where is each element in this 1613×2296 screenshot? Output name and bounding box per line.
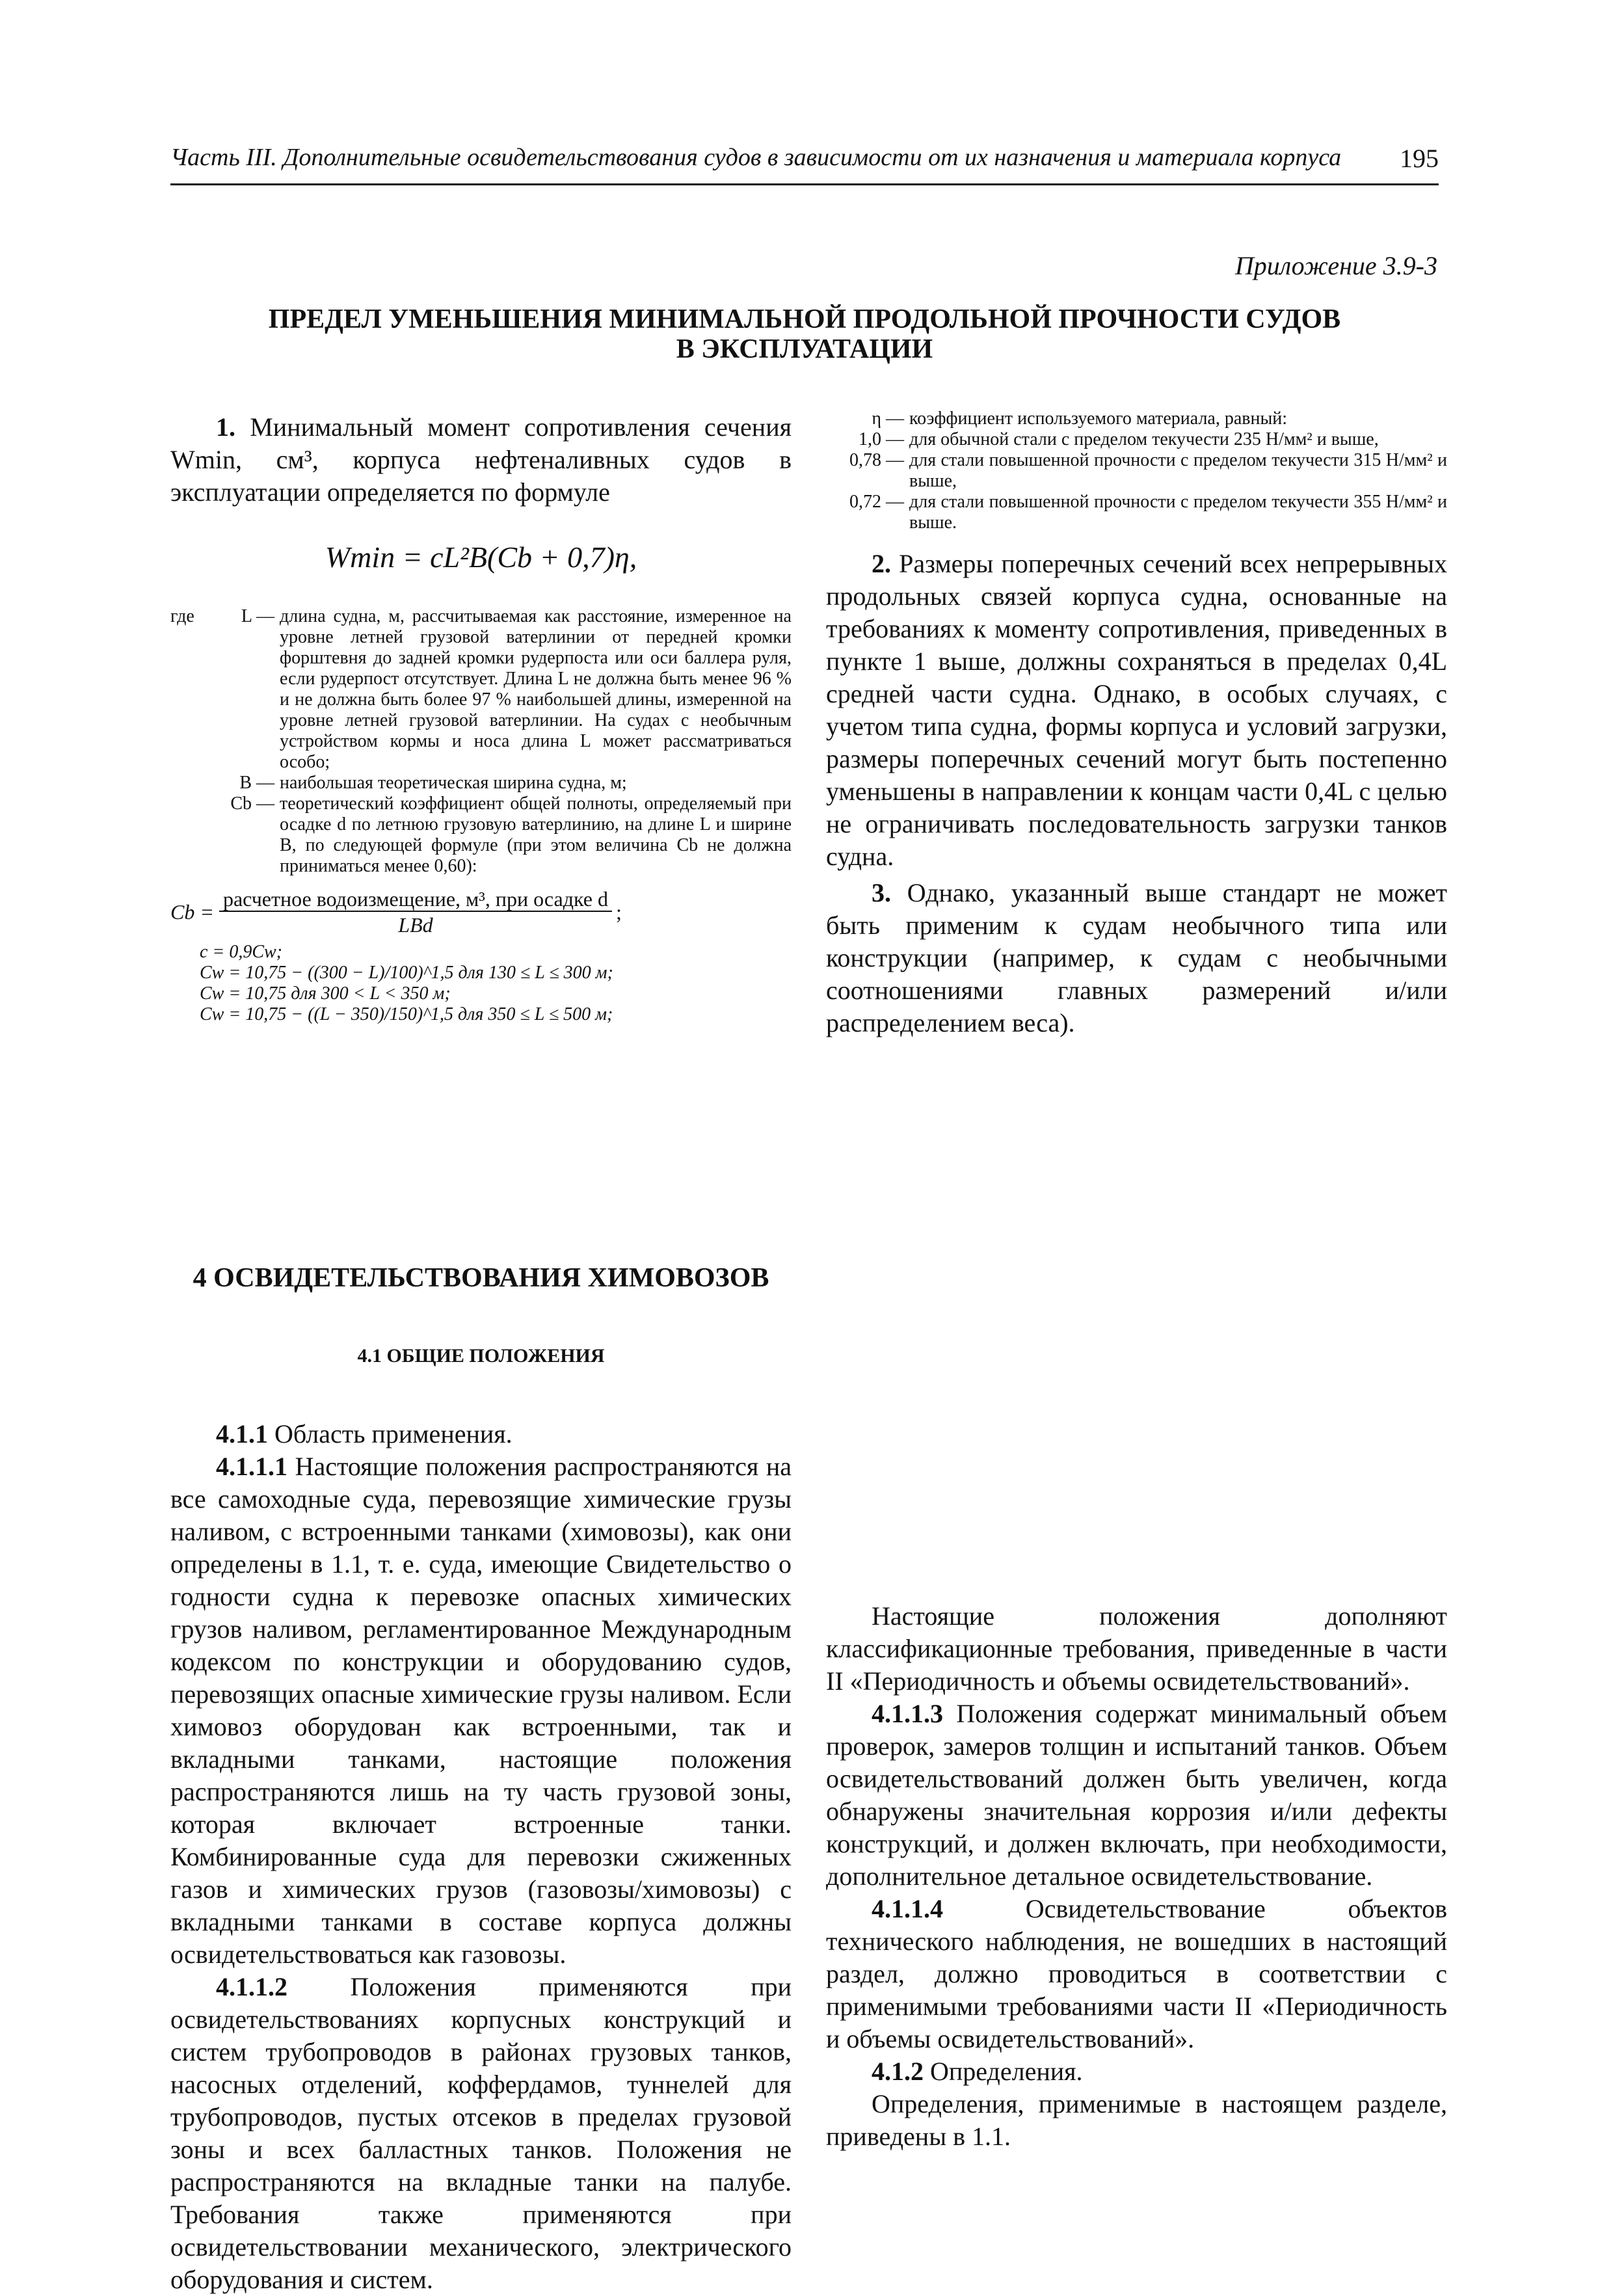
- item1-paragraph: [170, 411, 792, 509]
- cb-numerator: расчетное водоизмещение, м³, при осадке d: [219, 888, 612, 912]
- definition-row: [826, 429, 1447, 450]
- appendix-title-line2: В ЭКСПЛУАТАЦИИ: [676, 334, 933, 364]
- definition-key: B —: [239, 773, 274, 793]
- p412-paragraph: [826, 2055, 1447, 2088]
- p411-text: Область применения.: [274, 1419, 513, 1448]
- definition-key: 0,72 —: [849, 492, 904, 512]
- p-definitions: Определения, применимые в настоящем разделе, приведены в 1.1.: [826, 2089, 1447, 2151]
- cw-equations: [170, 942, 792, 1025]
- appendix-title: [170, 304, 1439, 364]
- definition-text: для стали повышенной прочности с пределом текучести 355 Н/мм² и выше.: [909, 492, 1447, 533]
- definition-text: теоретический коэффициент общей полноты, определяемый при осадке d по летнюю грузовую ватерлинию, на длине L и ширине B, по следующей формуле (при этом величина Cb не должна приниматься менее 0,60):: [280, 794, 792, 876]
- definition-row: [170, 773, 792, 794]
- equation-line: c = 0,9Cw;: [200, 942, 282, 962]
- running-header: [170, 143, 1439, 185]
- p4113-number: 4.1.1.3: [872, 1699, 943, 1728]
- definition-row: [826, 450, 1447, 492]
- definition-row: [170, 606, 792, 773]
- p4112-text: Положения применяются при освидетельствованиях корпусных конструкций и систем трубопроводов в районах грузовых танков, насосных отделений, коффердамов, туннелей для трубопроводов, пустых отсеков в пределах грузовой зоны и всех балластных танков. Положения не распространяются на вкладные танки на палубе. Требования также применяются при освидетельствовании механического, электрического оборудования и систем.: [170, 1972, 792, 2294]
- definition-row: [170, 794, 792, 877]
- definition-text: для стали повышенной прочности с пределом текучести 315 Н/мм² и выше,: [909, 450, 1447, 491]
- p411-paragraph: [170, 1418, 792, 1450]
- p4111-paragraph: [170, 1450, 792, 1971]
- appendix-title-line1: ПРЕДЕЛ УМЕНЬШЕНИЯ МИНИМАЛЬНОЙ ПРОДОЛЬНОЙ ПРОЧНОСТИ СУДОВ: [268, 304, 1341, 334]
- section4-left-column: [170, 1262, 792, 2296]
- p4114-text: Освидетельствование объектов технического наблюдения, не вошедших в настоящий раздел, должно проводиться в соответствии с применимыми требованиями части II «Периодичность и объемы освидетельствований».: [826, 1894, 1448, 2053]
- definition-key: L —: [241, 606, 274, 626]
- cb-fraction: [219, 888, 612, 935]
- running-title: Часть III. Дополнительные освидетельствования судов в зависимости от их назначения и материала корпуса: [170, 144, 1342, 171]
- item3-paragraph: [826, 877, 1447, 1039]
- p-additional: Настоящие положения дополняют классификационные требования, приведенные в части II «Периодичность и объемы освидетельствований».: [826, 1601, 1447, 1696]
- definition-text: наибольшая теоретическая ширина судна, м;: [280, 773, 627, 793]
- definition-row: [826, 408, 1447, 429]
- where-label: где: [170, 606, 194, 626]
- eta-definitions: [826, 408, 1447, 533]
- p4114-paragraph: [826, 1893, 1447, 2055]
- p4114-number: 4.1.1.4: [872, 1894, 943, 1923]
- p4113-text: Положения содержат минимальный объем проверок, замеров толщин и испытаний танков. Объем освидетельствований должен быть увеличен, когда обнаружены значительная коррозия и/или дефекты конструкций, и должен включать, при необходимости, дополнительное детальное освидетельствование.: [826, 1699, 1447, 1891]
- p412-number: 4.1.2: [872, 2057, 924, 2086]
- cb-lhs: Cb =: [170, 900, 214, 924]
- appendix-left-column: [170, 411, 792, 1025]
- p4111-number: 4.1.1.1: [216, 1452, 287, 1481]
- definition-row: [826, 492, 1447, 533]
- p4112-paragraph: [170, 1971, 792, 2296]
- definition-key: η —: [872, 408, 904, 429]
- definition-key: Cb —: [230, 794, 274, 814]
- wmin-formula: Wmin = cL²B(Cb + 0,7)η,: [325, 541, 637, 574]
- p411-number: 4.1.1: [216, 1419, 268, 1448]
- definition-text: коэффициент используемого материала, равный:: [909, 408, 1288, 429]
- section4-heading: 4 ОСВИДЕТЕЛЬСТВОВАНИЯ ХИМОВОЗОВ: [193, 1263, 769, 1293]
- equation-line: Cw = 10,75 − ((L − 350)/150)^1,5 для 350 ≤ L ≤ 500 м;: [200, 1004, 613, 1024]
- p4112-number: 4.1.1.2: [216, 1972, 287, 2001]
- item1-definitions: [170, 606, 792, 1025]
- p412-text: Определения.: [930, 2057, 1083, 2086]
- definition-text: для обычной стали с пределом текучести 235 Н/мм² и выше,: [909, 429, 1379, 449]
- item3-text: Однако, указанный выше стандарт не может быть применим к судам необычного типа или конструкции (например, к судам с необычными соотношениями главных размерений и/или распределением веса).: [826, 878, 1447, 1037]
- section4-right-column: [826, 1262, 1447, 2153]
- cb-formula: [170, 888, 792, 935]
- definition-key: 0,78 —: [849, 450, 904, 470]
- item2-number: 2.: [872, 549, 891, 578]
- definition-key: 1,0 —: [859, 429, 904, 449]
- p4111-text: Настоящие положения распространяются на все самоходные суда, перевозящие химические грузы наливом, с встроенными танками (химовозы), как они определены в 1.1, т. е. суда, имеющие Свидетельство о годности судна к перевозке опасных химических грузов наливом, регламентированное Международным кодексом по конструкции и оборудованию судов, перевозящих опасные химические грузы наливом. Если химовоз оборудован как встроенными, так и вкладными танками, настоящие положения распространяются лишь на ту часть грузовой зоны, которая включает встроенные танки. Комбинированные суда для перевозки сжиженных газов и химических грузов (газовозы/химовозы) с вкладными танками в составе корпуса должны освидетельствоваться как газовозы.: [170, 1452, 792, 1969]
- item2-paragraph: [826, 548, 1447, 873]
- item2-text: Размеры поперечных сечений всех непрерывных продольных связей корпуса судна, основанные на требованиях к моменту сопротивления, приведенных в пункте 1 выше, должны сохраняться в пределах 0,4L средней части судна. Однако, в особых случаях, с учетом типа судна, формы корпуса и условий загрузки, размеры поперечных сечений могут быть постепенно уменьшены в направлении к концам части 0,4L с целью не ограничивать последовательность загрузки танков судна.: [826, 549, 1447, 871]
- cb-end: ;: [615, 900, 622, 924]
- page-number: 195: [1400, 144, 1439, 173]
- definition-text: длина судна, м, рассчитываемая как расстояние, измеренное на уровне летней грузовой ватерлинии от передней кромки форштевня до задней кромки рудерпоста или оси баллера руля, если рудерпост отсутствует. Длина L не должна быть менее 96 % и не должна быть более 97 % наибольшей длины, измеренной на уровне летней грузовой ватерлинии. На судах с необычным устройством кормы и носа длина L может рассматриваться особо;: [280, 606, 792, 772]
- p4113-paragraph: [826, 1698, 1447, 1893]
- appendix-label: Приложение 3.9-3: [1234, 251, 1437, 280]
- appendix-right-column: [826, 408, 1447, 1039]
- equation-line: Cw = 10,75 − ((300 − L)/100)^1,5 для 130 ≤ L ≤ 300 м;: [200, 963, 613, 983]
- equation-line: Cw = 10,75 для 300 < L < 350 м;: [200, 983, 451, 1004]
- section41-heading: 4.1 ОБЩИЕ ПОЛОЖЕНИЯ: [357, 1345, 605, 1367]
- item1-text: Минимальный момент сопротивления сечения Wmin, см³, корпуса нефтеналивных судов в эксплуатации определяется по формуле: [170, 412, 792, 507]
- item1-number: 1.: [216, 412, 235, 442]
- item3-number: 3.: [872, 878, 891, 907]
- cb-denominator: LBd: [398, 913, 433, 937]
